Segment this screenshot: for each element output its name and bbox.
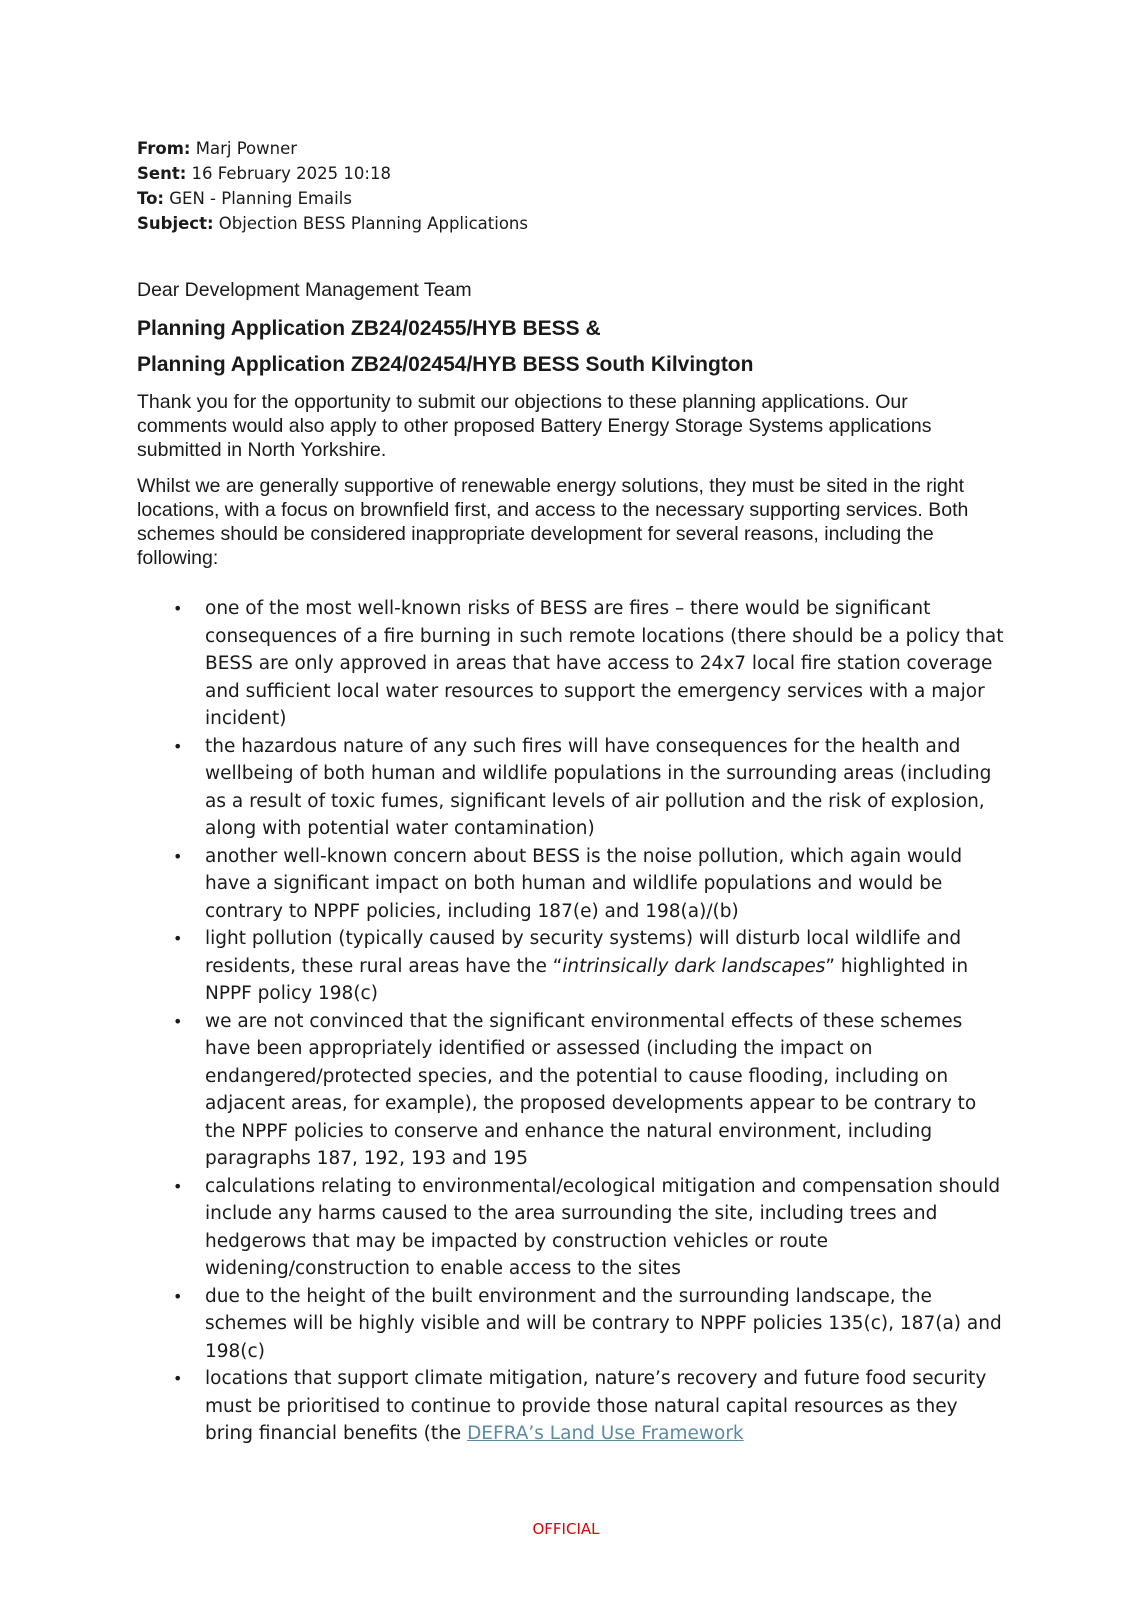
bullet-icon: • — [173, 1286, 183, 1306]
subject-value: Objection BESS Planning Applications — [213, 214, 528, 233]
to-value: GEN - Planning Emails — [164, 189, 352, 208]
objection-list — [137, 595, 1007, 1448]
to-line — [137, 186, 528, 211]
reasons-paragraph: Whilst we are generally supportive of renewable energy solutions, they must be sited in the right locations, with a focus on brownfield first, and access to the necessary supporting services. Both schemes should be considered inappropriate development for several reasons, including the following: — [137, 475, 969, 569]
list-item-text — [205, 1368, 986, 1444]
list-item-text: another well-known concern about BESS is the noise pollution, which again would have a significant impact on both human and wildlife populations and would be contrary to NPPF policies, including 187(e) and 198(a)/(b) — [205, 845, 963, 922]
bullet-icon: • — [173, 929, 183, 948]
list-item-text: we are not convinced that the significant environmental effects of these schemes have been appropriately identified or assessed (including the impact on endangered/protected species, and the potential to cause flooding, including on adjacent areas, for example), the proposed developments appear to be contrary to the NPPF policies to conserve and enhance the natural environment, including paragraphs 187, 192, 193 and 195 — [205, 1010, 977, 1169]
list-item-text — [205, 928, 968, 1004]
bullet-icon: • — [173, 846, 183, 866]
from-line — [137, 136, 528, 161]
bullet-icon: • — [173, 599, 183, 618]
list-item-text-start: locations that support climate mitigation, nature’s recovery and future food security must be prioritised to continue to provide those natural capital resources as they bring financial benefits (the — [205, 1368, 987, 1444]
intro-paragraph: Thank you for the opportunity to submit our objections to these planning applications. Our comments would also apply to other proposed Battery Energy Storage Systems applications submitted in North Yorkshire. — [137, 391, 932, 461]
list-item — [137, 1008, 1007, 1173]
list-item-text-end: ” highlighted in NPPF policy 198(c) — [205, 955, 969, 1004]
list-item — [137, 925, 1007, 1008]
bullet-icon: • — [173, 1011, 183, 1031]
list-item — [137, 733, 1007, 843]
sent-value: 16 February 2025 10:18 — [186, 164, 391, 183]
list-item-text: due to the height of the built environment and the surrounding landscape, the schemes will be highly visible and will be contrary to NPPF policies 135(c), 187(a) and 198(c) — [205, 1285, 1002, 1362]
list-item-text: calculations relating to environmental/ecological mitigation and compensation should include any harms caused to the area surrounding the site, including trees and hedgerows that may be impacted by construction vehicles or route widening/construction to enable access to the sites — [205, 1175, 1001, 1279]
subject-line — [137, 211, 528, 236]
list-item-text: the hazardous nature of any such fires will have consequences for the health and wellbeing of both human and wildlife populations in the surrounding areas (including as a result of toxic fumes, significant levels of air pollution and the risk of explosion, along with potential water contamination) — [205, 735, 992, 839]
list-item — [137, 1283, 1007, 1366]
classification-footer: OFFICIAL — [532, 1520, 600, 1538]
list-item-text-start: light pollution (typically caused by security systems) will disturb local wildlife and residents, these rural areas have the “ — [205, 928, 962, 977]
list-item-text: one of the most well-known risks of BESS are fires – there would be significant consequences of a fire burning in such remote locations (there should be a policy that BESS are only approved in areas that have access to 24x7 local fire station coverage and sufficient local water resources to support the emergency services with a major incident) — [205, 598, 1004, 729]
application-title-2: Planning Application ZB24/02454/HYB BESS South Kilvington — [137, 353, 754, 376]
bullet-icon: • — [173, 1369, 183, 1388]
sent-label: Sent: — [137, 164, 187, 183]
bullet-icon: • — [173, 1176, 183, 1196]
list-item — [137, 1173, 1007, 1283]
list-item — [137, 843, 1007, 926]
to-label: To: — [137, 189, 164, 208]
email-header — [137, 136, 528, 236]
sent-line — [137, 161, 528, 186]
subject-label: Subject: — [137, 214, 214, 233]
salutation: Dear Development Management Team — [137, 279, 472, 301]
bullet-icon: • — [173, 736, 183, 756]
italic-quote: intrinsically dark landscapes — [562, 955, 826, 977]
from-value: Marj Powner — [190, 139, 298, 158]
list-item — [137, 1365, 1007, 1448]
application-title-1: Planning Application ZB24/02455/HYB BESS & — [137, 317, 601, 340]
list-item — [137, 595, 1007, 733]
from-label: From: — [137, 139, 191, 158]
defra-land-use-framework-link[interactable]: DEFRA’s Land Use Framework — [467, 1423, 744, 1444]
